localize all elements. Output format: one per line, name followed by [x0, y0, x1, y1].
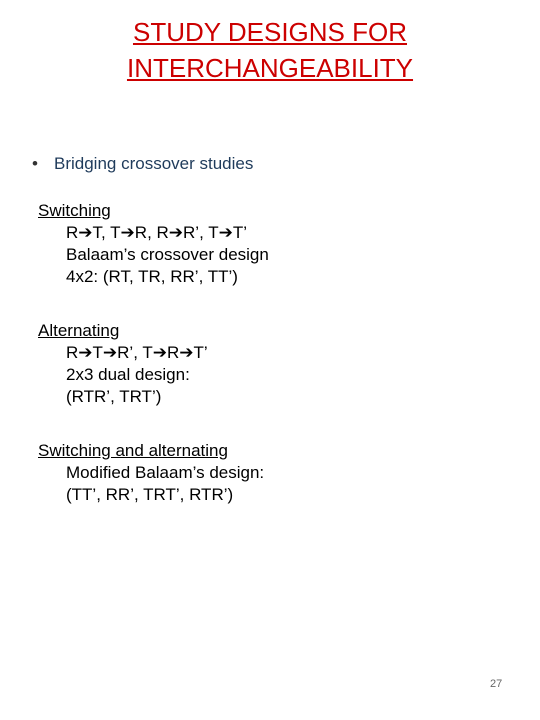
page-number: 27: [490, 678, 503, 690]
bullet-text: Bridging crossover studies: [54, 154, 254, 173]
bullet-item: [32, 152, 253, 176]
switching-line: Balaam’s crossover design: [66, 245, 269, 264]
alternating-heading: Alternating: [38, 321, 120, 340]
alternating-line: R➔T➔R’, T➔R➔T’: [66, 343, 208, 362]
switching-section: [38, 200, 269, 288]
switching-alternating-line: Modified Balaam’s design:: [66, 463, 265, 482]
switching-line: R➔T, T➔R, R➔R’, T➔T’: [66, 223, 248, 242]
switching-alternating-section: [38, 440, 264, 506]
slide-title: [0, 14, 540, 86]
bullet-dot-icon: •: [32, 154, 38, 173]
switching-alternating-line: (TT’, RR’, TRT’, RTR’): [66, 485, 234, 504]
slide-title-line-1: STUDY DESIGNS FOR: [132, 17, 407, 47]
alternating-section: [38, 320, 208, 408]
switching-line: 4x2: (RT, TR, RR’, TT’): [66, 267, 238, 286]
switching-heading: Switching: [38, 201, 111, 220]
alternating-line: 2x3 dual design:: [66, 365, 190, 384]
slide-title-line-2: INTERCHANGEABILITY: [126, 53, 414, 83]
switching-alternating-heading: Switching and alternating: [38, 441, 228, 460]
alternating-line: (RTR’, TRT’): [66, 387, 162, 406]
